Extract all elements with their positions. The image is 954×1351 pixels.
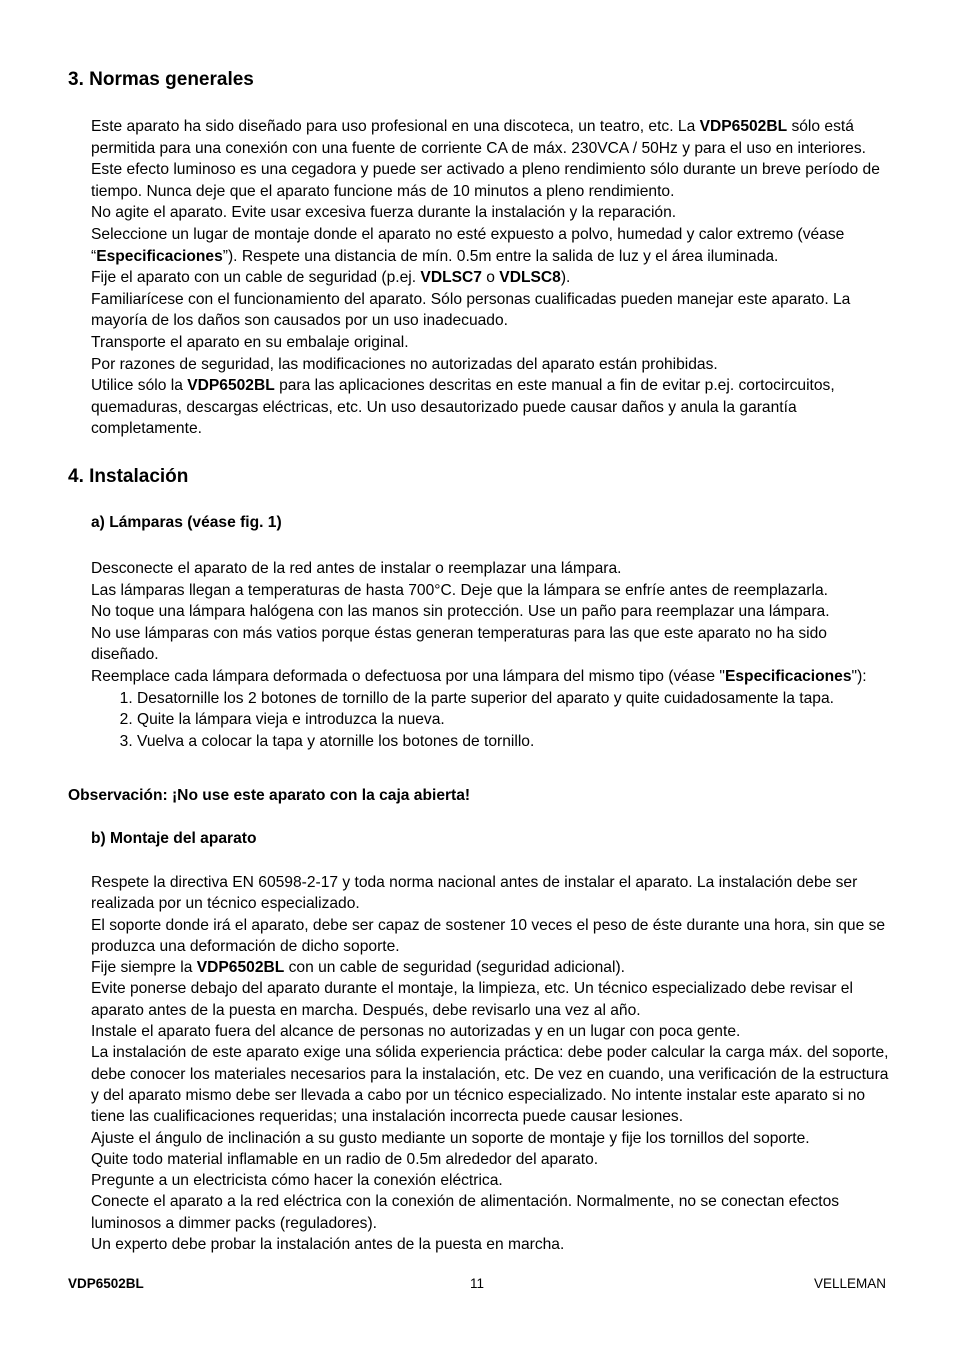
paragraph: Desconecte el aparato de la red antes de instalar o reemplazar una lámpara. — [91, 560, 622, 577]
text-span: Seleccione un lugar de montaje donde el aparato no esté expuesto a polvo, humedad y calor extremo (véase “ — [91, 225, 845, 265]
paragraph — [91, 116, 891, 159]
model-name: VDLSC8 — [499, 269, 561, 287]
list-item: 1. Desatornille los 2 botones de tornillo de la parte superior del aparato y quite cuidadosamente la tapa. — [137, 688, 891, 710]
model-name: VDLSC7 — [420, 269, 482, 287]
paragraph: No use lámparas con más vatios porque éstas generan temperaturas para las que este aparato no ha sido diseñado. — [91, 624, 827, 664]
list-item: 3. Vuelva a colocar la tapa y atornille los botones de tornillo. — [137, 731, 891, 753]
paragraph: Quite todo material inflamable en un radio de 0.5m alrededor del aparato. — [91, 1150, 599, 1168]
text-span: sólo está permitida para una conexión con una fuente de corriente CA de máx. 230VCA / 50Hz y para el uso en interiores. — [91, 118, 866, 157]
subsection-a-body — [91, 558, 891, 752]
section-3-heading: 3. Normas generales — [68, 69, 254, 90]
text-span: ”). Respete una distancia de mín. 0.5m entre la salida de luz y el área iluminada. — [222, 247, 779, 265]
paragraph: Un experto debe probar la instalación antes de la puesta en marcha. — [91, 1236, 565, 1254]
model-name: VDP6502BL — [196, 959, 285, 977]
paragraph — [91, 666, 891, 688]
paragraph: Este efecto luminoso es una cegadora y puede ser activado a pleno rendimiento sólo durante un breve período de tiempo. Nunca deje que el aparato funcione más de 10 minutos a pleno rendimiento. — [91, 161, 880, 200]
subsection-a-heading: a) Lámparas (véase fig. 1) — [91, 514, 282, 531]
paragraph — [91, 375, 891, 440]
lamp-steps-list — [91, 688, 891, 753]
bold-term: Especificaciones — [96, 247, 223, 265]
text-span: para las aplicaciones descritas en este manual a fin de evitar p.ej. cortocircuitos, quemaduras, descargas eléctricas, etc. Un uso desautorizado puede causar daños y anula la garantía completamente. — [91, 377, 835, 438]
paragraph: Las lámparas llegan a temperaturas de hasta 700°C. Deje que la lámpara se enfríe antes de reemplazarla. — [91, 581, 828, 599]
section-4-heading: 4. Instalación — [68, 466, 189, 487]
model-name: VDP6502BL — [187, 377, 275, 395]
text-span: Fije el aparato con un cable de seguridad (p.ej. — [91, 269, 421, 287]
paragraph — [91, 224, 891, 267]
paragraph: El soporte donde irá el aparato, debe ser capaz de sostener 10 veces el peso de éste durante una hora, sin que se produzca una deformación de dicho soporte. — [91, 916, 886, 955]
paragraph: Respete la directiva EN 60598-2-17 y toda norma nacional antes de instalar el aparato. La instalación debe ser realizada por un técnico especializado. — [91, 874, 858, 913]
text-span: "): — [851, 667, 867, 685]
paragraph: Por razones de seguridad, las modificaciones no autorizadas del aparato están prohibidas. — [91, 355, 718, 373]
text-span: ). — [560, 269, 571, 287]
paragraph: No agite el aparato. Evite usar excesiva fuerza durante la instalación y la reparación. — [91, 204, 677, 222]
list-item: 2. Quite la lámpara vieja e introduzca la nueva. — [137, 709, 891, 731]
paragraph: No toque una lámpara halógena con las manos sin protección. Use un paño para reemplazar una lámpara. — [91, 603, 830, 621]
warning-note: Observación: ¡No use este aparato con la caja abierta! — [68, 787, 471, 804]
page-number: 11 — [469, 1276, 484, 1291]
paragraph — [91, 957, 893, 978]
paragraph: Instale el aparato fuera del alcance de personas no autorizadas y en un lugar con poca gente. — [91, 1023, 741, 1041]
page-footer — [68, 1274, 886, 1294]
paragraph — [91, 267, 891, 289]
paragraph: Evite ponerse debajo del aparato durante el montaje, la limpieza, etc. Un técnico especializado debe revisar el aparato antes de la puesta en marcha. Después, debe revisarlo una vez al año. — [91, 980, 853, 1019]
text-span: Fije siempre la — [91, 959, 197, 977]
section-3-body — [91, 116, 891, 440]
bold-term: Especificaciones — [724, 667, 852, 685]
subsection-b-heading: b) Montaje del aparato — [91, 830, 257, 847]
text-span: Este aparato ha sido diseñado para uso profesional en una discoteca, un teatro, etc. La — [91, 118, 700, 135]
paragraph: Transporte el aparato en su embalaje original. — [91, 333, 409, 351]
footer-model: VDP6502BL — [68, 1276, 144, 1291]
paragraph: Pregunte a un electricista cómo hacer la conexión eléctrica. — [91, 1172, 503, 1190]
text-span: con un cable de seguridad (seguridad adicional). — [284, 959, 625, 977]
text-span: Reemplace cada lámpara deformada o defectuosa por una lámpara del mismo tipo (véase " — [91, 667, 725, 685]
text-span: Utilice sólo la — [91, 377, 188, 395]
subsection-b-body — [91, 872, 893, 1255]
paragraph: Familiarícese con el funcionamiento del aparato. Sólo personas cualificadas pueden manejar este aparato. La mayoría de los daños son causados por un uso inadecuado. — [91, 290, 851, 330]
paragraph: Conecte el aparato a la red eléctrica con la conexión de alimentación. Normalmente, no se conectan efectos luminosos a dimmer packs (reguladores). — [91, 1193, 840, 1232]
footer-brand: VELLEMAN — [813, 1276, 886, 1291]
paragraph: Ajuste el ángulo de inclinación a su gusto mediante un soporte de montaje y fije los tornillos del soporte. — [91, 1129, 810, 1147]
model-name: VDP6502BL — [699, 118, 788, 135]
text-span: o — [481, 269, 500, 287]
paragraph: La instalación de este aparato exige una sólida experiencia práctica: debe poder calcular la carga máx. del soporte, debe conocer los materiales necesarios para la instalación, etc. De vez en cuando, una verificación de la estructura y del aparato mismo debe ser llevada a cabo por un técnico especializado. No intente instalar este aparato si no tiene las cualificaciones requeridas; una instalación incorrecta puede causar lesiones. — [91, 1044, 889, 1126]
